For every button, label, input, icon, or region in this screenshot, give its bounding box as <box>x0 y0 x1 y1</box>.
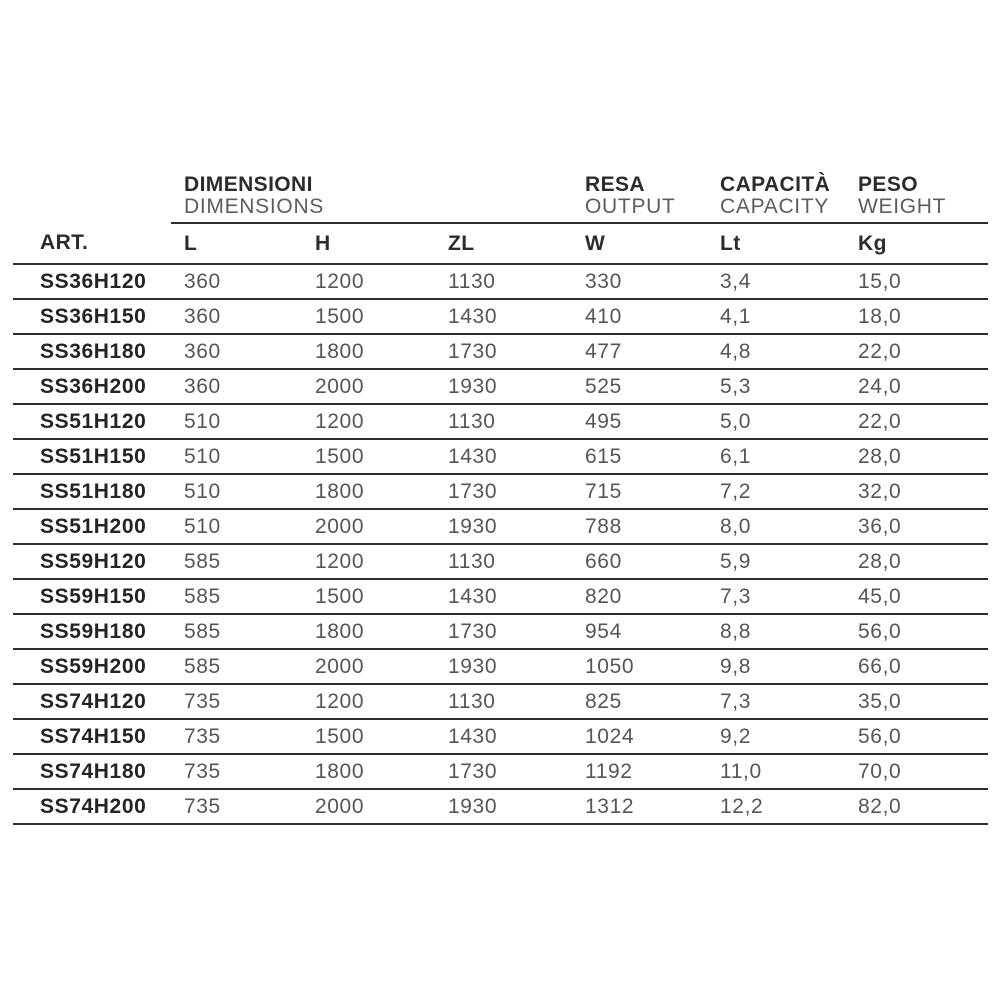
value-cell: 615 <box>572 439 707 474</box>
value-cell: 585 <box>171 649 302 684</box>
value-cell: 12,2 <box>707 789 845 824</box>
value-cell: 8,8 <box>707 614 845 649</box>
value-cell: 35,0 <box>845 684 988 719</box>
table-row <box>13 649 988 684</box>
art-code: SS74H150 <box>13 719 171 754</box>
value-cell: 3,4 <box>707 264 845 299</box>
product-spec-table <box>13 172 988 825</box>
value-cell: 28,0 <box>845 439 988 474</box>
group-subtitle-capacity: CAPACITY <box>720 195 830 218</box>
table-row <box>13 369 988 404</box>
column-header-w: W <box>572 223 707 264</box>
value-cell: 4,8 <box>707 334 845 369</box>
art-code: SS59H200 <box>13 649 171 684</box>
value-cell: 510 <box>171 474 302 509</box>
column-header-art: ART. <box>13 223 171 264</box>
value-cell: 1430 <box>435 579 572 614</box>
group-spacer-cell <box>13 172 171 223</box>
art-code: SS51H120 <box>13 404 171 439</box>
value-cell: 360 <box>171 369 302 404</box>
group-weight <box>845 172 988 223</box>
value-cell: 1024 <box>572 719 707 754</box>
value-cell: 1430 <box>435 299 572 334</box>
value-cell: 18,0 <box>845 299 988 334</box>
value-cell: 735 <box>171 719 302 754</box>
value-cell: 24,0 <box>845 369 988 404</box>
value-cell: 1192 <box>572 754 707 789</box>
value-cell: 1730 <box>435 754 572 789</box>
value-cell: 360 <box>171 299 302 334</box>
value-cell: 9,8 <box>707 649 845 684</box>
group-title-output: RESA <box>585 173 645 196</box>
value-cell: 2000 <box>302 369 435 404</box>
value-cell: 1500 <box>302 579 435 614</box>
table-row <box>13 754 988 789</box>
value-cell: 1130 <box>435 264 572 299</box>
value-cell: 660 <box>572 544 707 579</box>
value-cell: 1200 <box>302 544 435 579</box>
value-cell: 8,0 <box>707 509 845 544</box>
value-cell: 56,0 <box>845 719 988 754</box>
table-row <box>13 404 988 439</box>
value-cell: 1430 <box>435 439 572 474</box>
value-cell: 5,0 <box>707 404 845 439</box>
art-code: SS51H150 <box>13 439 171 474</box>
value-cell: 788 <box>572 509 707 544</box>
value-cell: 1730 <box>435 614 572 649</box>
table-row <box>13 544 988 579</box>
value-cell: 1930 <box>435 369 572 404</box>
value-cell: 28,0 <box>845 544 988 579</box>
column-header-kg: Kg <box>845 223 988 264</box>
group-subtitle-weight: WEIGHT <box>858 195 947 218</box>
value-cell: 477 <box>572 334 707 369</box>
value-cell: 22,0 <box>845 404 988 439</box>
table-row <box>13 789 988 824</box>
value-cell: 735 <box>171 684 302 719</box>
value-cell: 56,0 <box>845 614 988 649</box>
value-cell: 1730 <box>435 474 572 509</box>
value-cell: 82,0 <box>845 789 988 824</box>
value-cell: 410 <box>572 299 707 334</box>
value-cell: 1930 <box>435 649 572 684</box>
value-cell: 510 <box>171 404 302 439</box>
value-cell: 1130 <box>435 544 572 579</box>
art-code: SS59H120 <box>13 544 171 579</box>
value-cell: 1930 <box>435 509 572 544</box>
value-cell: 11,0 <box>707 754 845 789</box>
value-cell: 4,1 <box>707 299 845 334</box>
value-cell: 825 <box>572 684 707 719</box>
table-row <box>13 509 988 544</box>
value-cell: 1130 <box>435 684 572 719</box>
group-title-dimensions: DIMENSIONI <box>184 173 313 196</box>
value-cell: 1800 <box>302 334 435 369</box>
value-cell: 585 <box>171 579 302 614</box>
art-code: SS59H180 <box>13 614 171 649</box>
group-capacity <box>707 172 845 223</box>
column-header-l: L <box>171 223 302 264</box>
value-cell: 22,0 <box>845 334 988 369</box>
table-row <box>13 474 988 509</box>
table-row <box>13 684 988 719</box>
value-cell: 585 <box>171 544 302 579</box>
column-header-h: H <box>302 223 435 264</box>
art-code: SS74H180 <box>13 754 171 789</box>
column-header-zl: ZL <box>435 223 572 264</box>
value-cell: 2000 <box>302 789 435 824</box>
value-cell: 45,0 <box>845 579 988 614</box>
value-cell: 5,9 <box>707 544 845 579</box>
unit-header-row <box>13 223 988 264</box>
value-cell: 1130 <box>435 404 572 439</box>
value-cell: 7,2 <box>707 474 845 509</box>
value-cell: 510 <box>171 439 302 474</box>
group-dimensions <box>171 172 572 223</box>
value-cell: 36,0 <box>845 509 988 544</box>
art-code: SS36H180 <box>13 334 171 369</box>
value-cell: 1430 <box>435 719 572 754</box>
value-cell: 510 <box>171 509 302 544</box>
group-output <box>572 172 707 223</box>
art-code: SS36H120 <box>13 264 171 299</box>
art-code: SS74H120 <box>13 684 171 719</box>
value-cell: 6,1 <box>707 439 845 474</box>
value-cell: 1800 <box>302 614 435 649</box>
value-cell: 715 <box>572 474 707 509</box>
value-cell: 1500 <box>302 299 435 334</box>
value-cell: 66,0 <box>845 649 988 684</box>
value-cell: 70,0 <box>845 754 988 789</box>
table-body <box>13 264 988 824</box>
value-cell: 7,3 <box>707 684 845 719</box>
table-row <box>13 299 988 334</box>
value-cell: 9,2 <box>707 719 845 754</box>
value-cell: 1930 <box>435 789 572 824</box>
value-cell: 495 <box>572 404 707 439</box>
group-subtitle-output: OUTPUT <box>585 195 676 218</box>
value-cell: 1500 <box>302 719 435 754</box>
value-cell: 2000 <box>302 649 435 684</box>
value-cell: 7,3 <box>707 579 845 614</box>
value-cell: 1800 <box>302 754 435 789</box>
value-cell: 1312 <box>572 789 707 824</box>
art-code: SS51H200 <box>13 509 171 544</box>
group-title-capacity: CAPACITÀ <box>720 173 831 196</box>
table-row <box>13 264 988 299</box>
value-cell: 15,0 <box>845 264 988 299</box>
value-cell: 1200 <box>302 404 435 439</box>
art-code: SS36H200 <box>13 369 171 404</box>
value-cell: 1050 <box>572 649 707 684</box>
value-cell: 820 <box>572 579 707 614</box>
art-code: SS74H200 <box>13 789 171 824</box>
value-cell: 735 <box>171 789 302 824</box>
value-cell: 360 <box>171 334 302 369</box>
value-cell: 2000 <box>302 509 435 544</box>
value-cell: 1200 <box>302 264 435 299</box>
column-header-lt: Lt <box>707 223 845 264</box>
table-row <box>13 334 988 369</box>
art-code: SS36H150 <box>13 299 171 334</box>
value-cell: 585 <box>171 614 302 649</box>
table-row <box>13 614 988 649</box>
group-title-weight: PESO <box>858 173 918 196</box>
art-code: SS59H150 <box>13 579 171 614</box>
value-cell: 330 <box>572 264 707 299</box>
value-cell: 954 <box>572 614 707 649</box>
value-cell: 1200 <box>302 684 435 719</box>
table-row <box>13 579 988 614</box>
value-cell: 360 <box>171 264 302 299</box>
value-cell: 735 <box>171 754 302 789</box>
art-code: SS51H180 <box>13 474 171 509</box>
value-cell: 32,0 <box>845 474 988 509</box>
value-cell: 525 <box>572 369 707 404</box>
value-cell: 5,3 <box>707 369 845 404</box>
column-group-header-row <box>13 172 988 223</box>
value-cell: 1500 <box>302 439 435 474</box>
table-row <box>13 439 988 474</box>
group-subtitle-dimensions: DIMENSIONS <box>184 195 325 218</box>
value-cell: 1800 <box>302 474 435 509</box>
table-row <box>13 719 988 754</box>
value-cell: 1730 <box>435 334 572 369</box>
